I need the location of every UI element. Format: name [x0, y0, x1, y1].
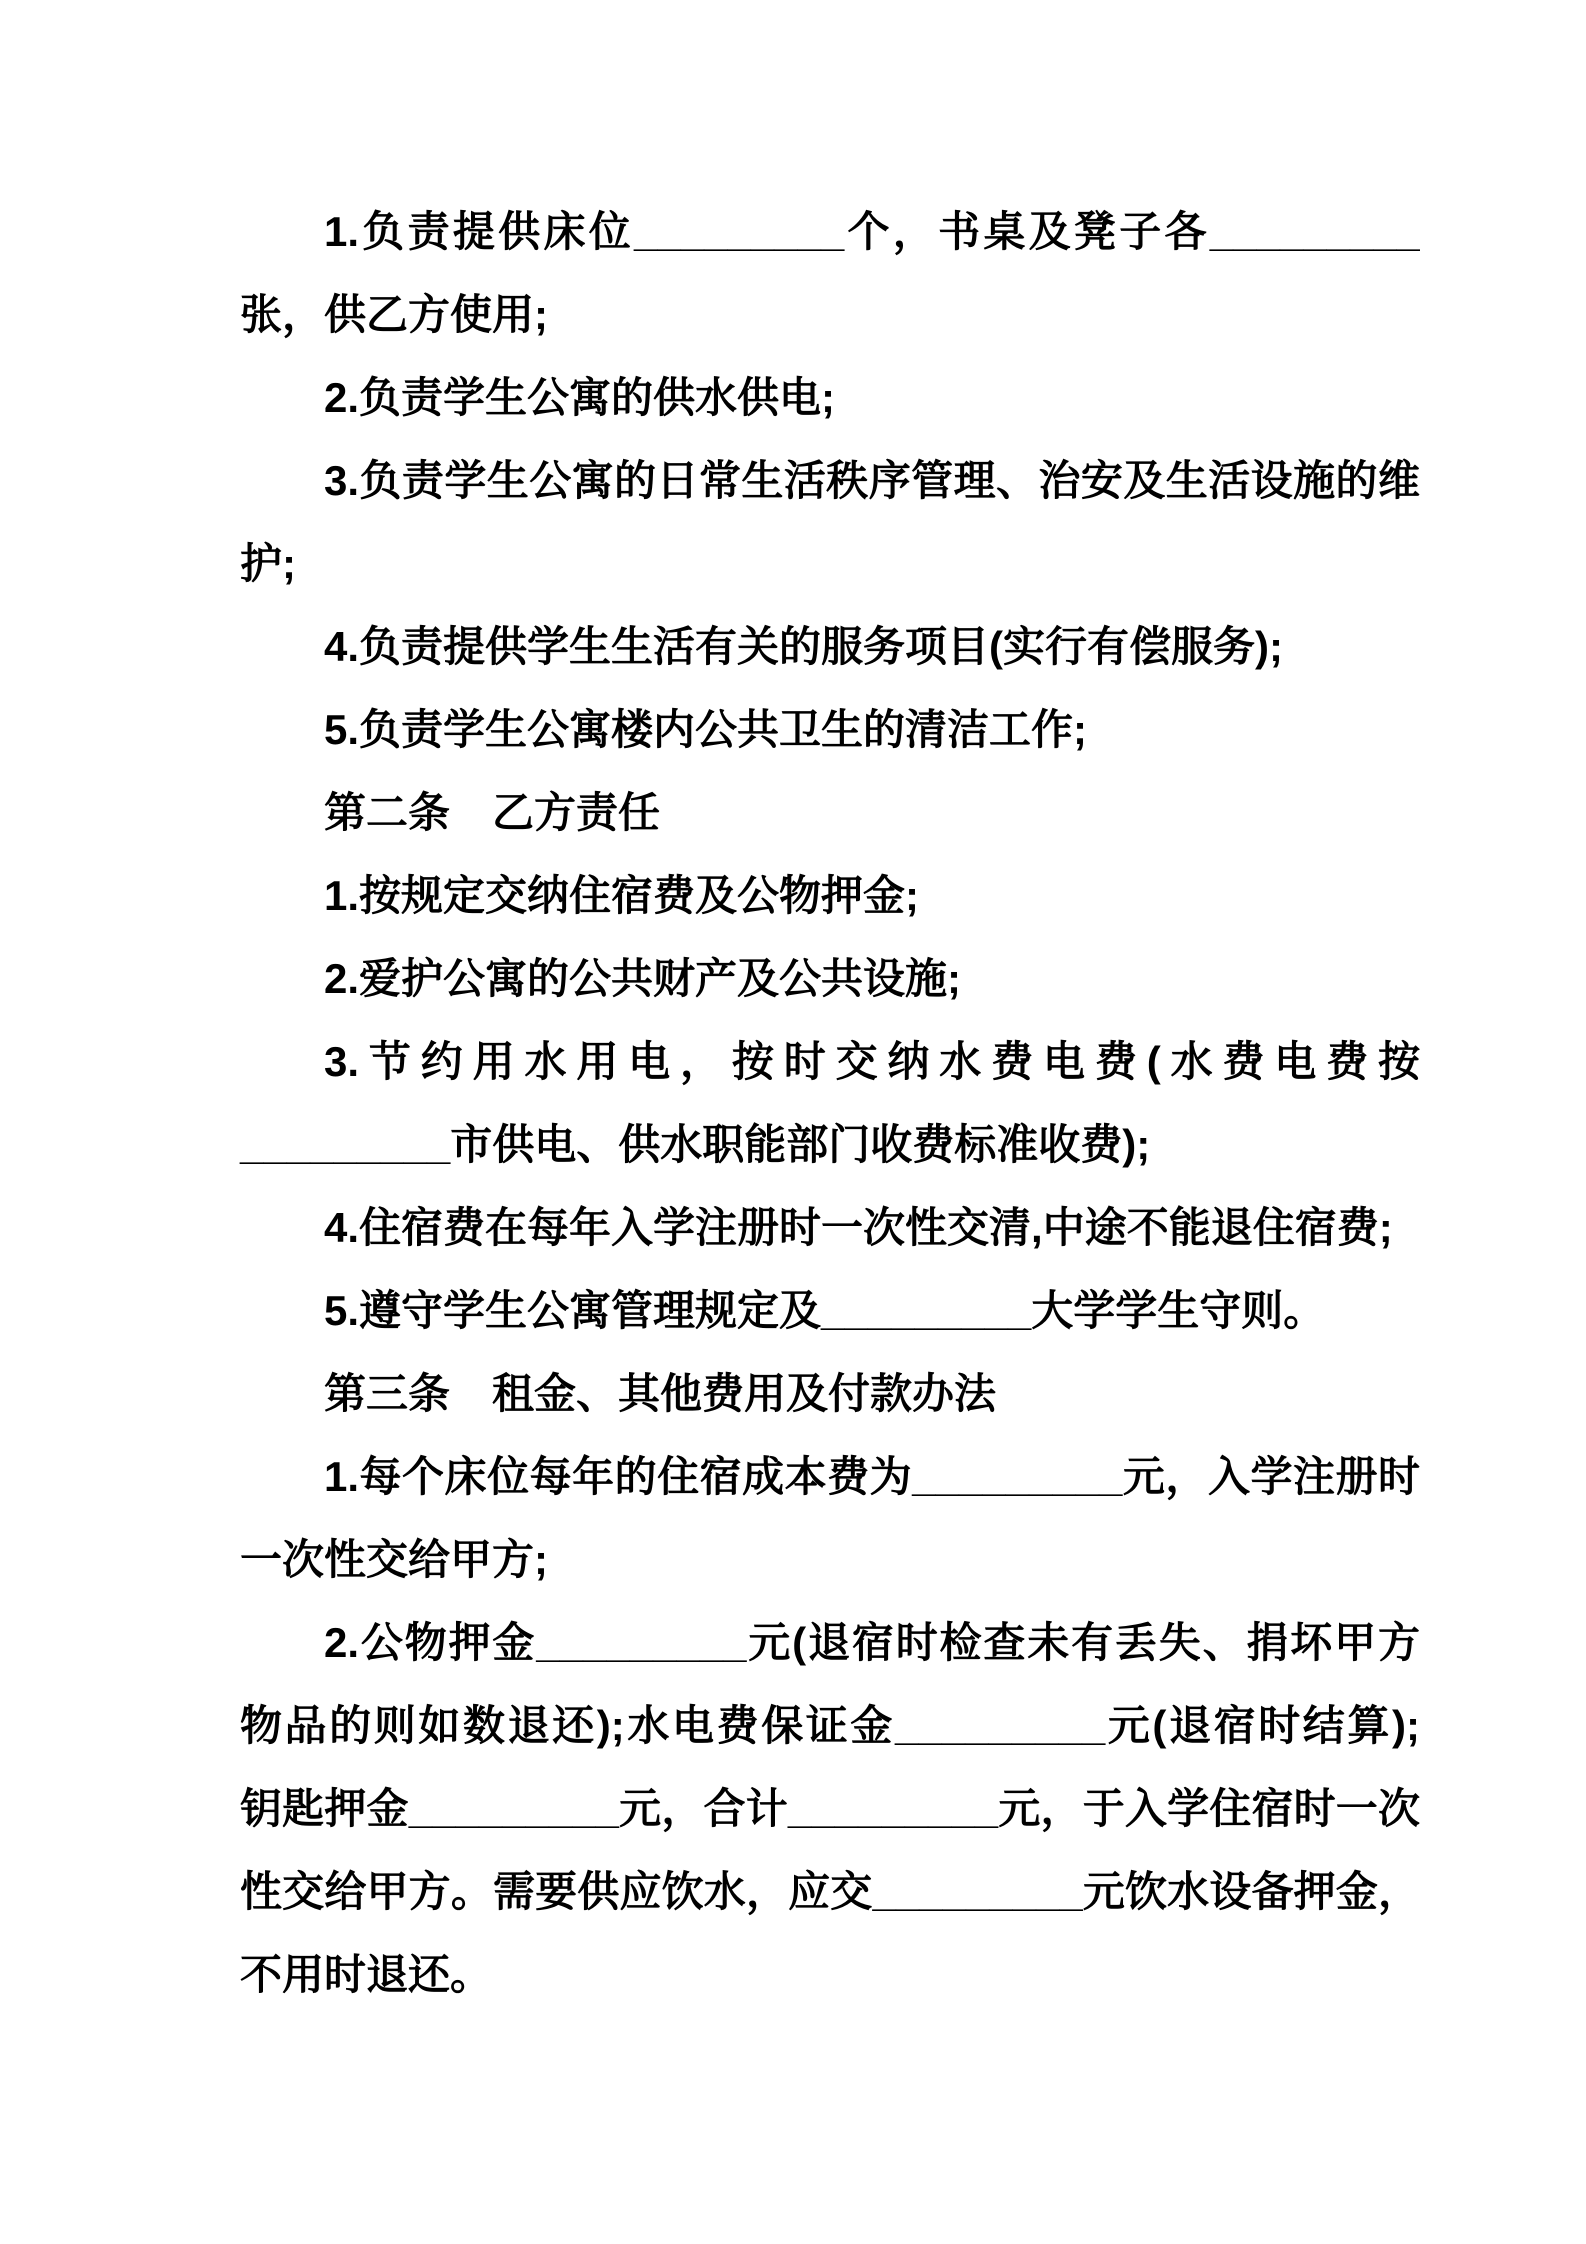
contract-line: 1.每个床位每年的住宿成本费为_________元，入学注册时 — [324, 1453, 1420, 1500]
contract-line: 不用时退还。 — [240, 1951, 493, 1998]
contract-line: 性交给甲方。需要供应饮水，应交_________元饮水设备押金， — [240, 1868, 1420, 1915]
contract-line: 5.负责学生公寓楼内公共卫生的清洁工作; — [324, 706, 1088, 753]
contract-line: 3.负责学生公寓的日常生活秩序管理、治安及生活设施的维 — [324, 457, 1420, 504]
contract-line: 物品的则如数退还);水电费保证金_________元(退宿时结算); — [240, 1702, 1420, 1749]
contract-line: 钥匙押金_________元，合计_________元，于入学住宿时一次 — [240, 1785, 1420, 1832]
contract-line: 3.节约用水用电，按时交纳水费电费(水费电费按 — [324, 1038, 1420, 1085]
contract-line: _________市供电、供水职能部门收费标准收费); — [240, 1121, 1151, 1168]
contract-line: 1.按规定交纳住宿费及公物押金; — [324, 872, 920, 919]
contract-line: 4.住宿费在每年入学注册时一次性交清,中途不能退住宿费; — [324, 1204, 1393, 1251]
contract-body — [240, 190, 1420, 2016]
contract-line: 第三条 租金、其他费用及付款办法 — [324, 1370, 997, 1417]
contract-line: 张，供乙方使用; — [240, 291, 548, 338]
contract-line: 护; — [240, 540, 296, 587]
contract-line: 一次性交给甲方; — [240, 1536, 548, 1583]
contract-line: 4.负责提供学生生活有关的服务项目(实行有偿服务); — [324, 623, 1283, 670]
contract-line: 第二条 乙方责任 — [324, 789, 661, 836]
contract-line: 2.负责学生公寓的供水供电; — [324, 374, 836, 421]
contract-line: 1.负责提供床位_________个，书桌及凳子各_________ — [324, 208, 1420, 255]
contract-line: 2.公物押金_________元(退宿时检查未有丢失、捐坏甲方 — [324, 1619, 1420, 1666]
contract-line: 5.遵守学生公寓管理规定及_________大学学生守则。 — [324, 1287, 1326, 1334]
contract-line: 2.爱护公寓的公共财产及公共设施; — [324, 955, 962, 1002]
